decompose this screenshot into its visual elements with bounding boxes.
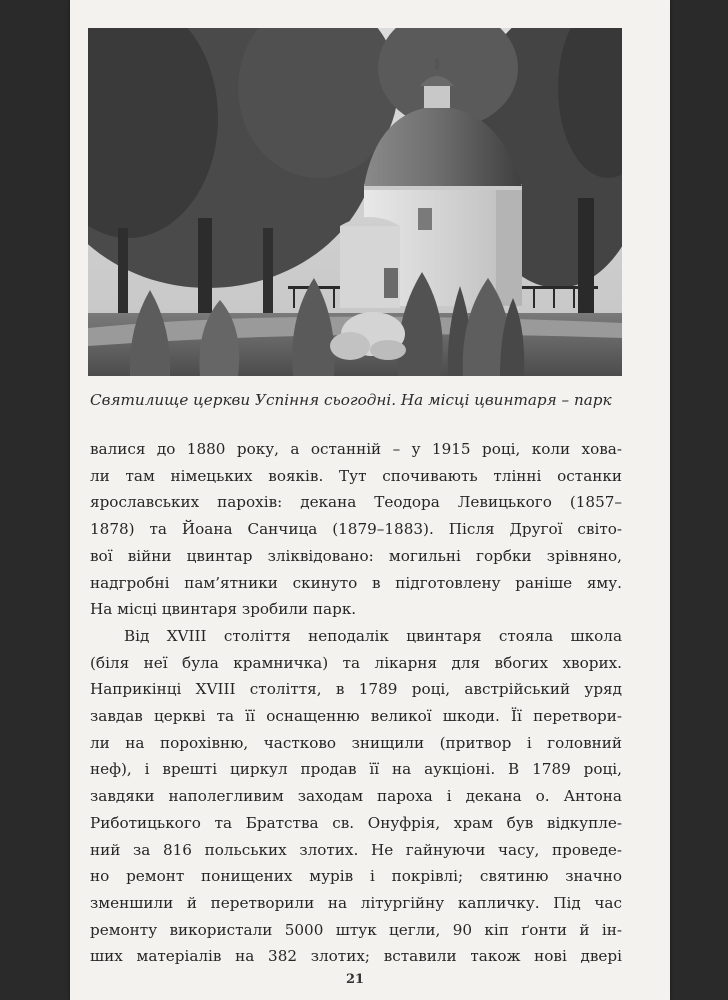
text-line: Від XVIII століття неподалік цвинтаря стояла школа bbox=[124, 626, 622, 645]
text-line: валися до 1880 року, а останній – у 1915 році, коли хова- bbox=[90, 440, 622, 458]
text-line: Риботицького та Братства св. Онуфрія, храм був відкупле- bbox=[90, 813, 622, 832]
text-line: Наприкінці XVIII століття, в 1789 році, австрійський уряд bbox=[90, 680, 622, 699]
page-number: 21 bbox=[345, 972, 365, 987]
text-line: вої війни цвинтар зліквідовано: могильні горбки зрівняно, bbox=[90, 546, 622, 565]
text-line: завдяки наполегливим заходам пароха і декана о. Антона bbox=[90, 787, 622, 806]
book-page bbox=[70, 0, 670, 1000]
text-line: зменшили й перетворили на літургійну капличку. Під час bbox=[90, 893, 622, 912]
chapel-photo-illustration bbox=[88, 28, 622, 376]
text-line: неф), і врешті циркул продав її на аукціоні. В 1789 році, bbox=[90, 760, 622, 779]
text-line: (біля неї була крамничка) та лікарня для вбогих хворих. bbox=[90, 653, 622, 672]
chapel-photo bbox=[88, 28, 622, 376]
body-text bbox=[90, 436, 622, 970]
text-line: но ремонт понищених мурів і покрівлі; святиню значно bbox=[90, 867, 622, 886]
text-line: ярославських парохів: декана Теодора Левицького (1857– bbox=[90, 493, 622, 512]
text-line: ремонту використали 5000 штук цегли, 90 кіп ґонти й ін- bbox=[90, 920, 622, 939]
text-line: надгробні пам’ятники скинуто в підготовлену раніше яму. bbox=[90, 573, 622, 592]
text-line: На місці цвинтаря зробили парк. bbox=[90, 600, 357, 619]
text-line: ших матеріалів на 382 злотих; вставили також нові двері bbox=[90, 947, 622, 966]
text-line: ли там німецьких вояків. Тут спочивають тлінні останки bbox=[90, 466, 622, 485]
photo-caption: Святилище церкви Успіння сьогодні. На місці цвинтаря – парк bbox=[90, 391, 612, 409]
text-line: завдав церкві та її оснащенню великої шкоди. Її перетвори- bbox=[90, 707, 622, 726]
text-line: 1878) та Йоана Санчица (1879–1883). Після Другої світо- bbox=[90, 520, 622, 539]
text-line: ний за 816 польських злотих. Не гайнуючи часу, проведе- bbox=[90, 840, 622, 859]
text-line: ли на порохівню, частково знищили (притвор і головний bbox=[90, 733, 622, 752]
